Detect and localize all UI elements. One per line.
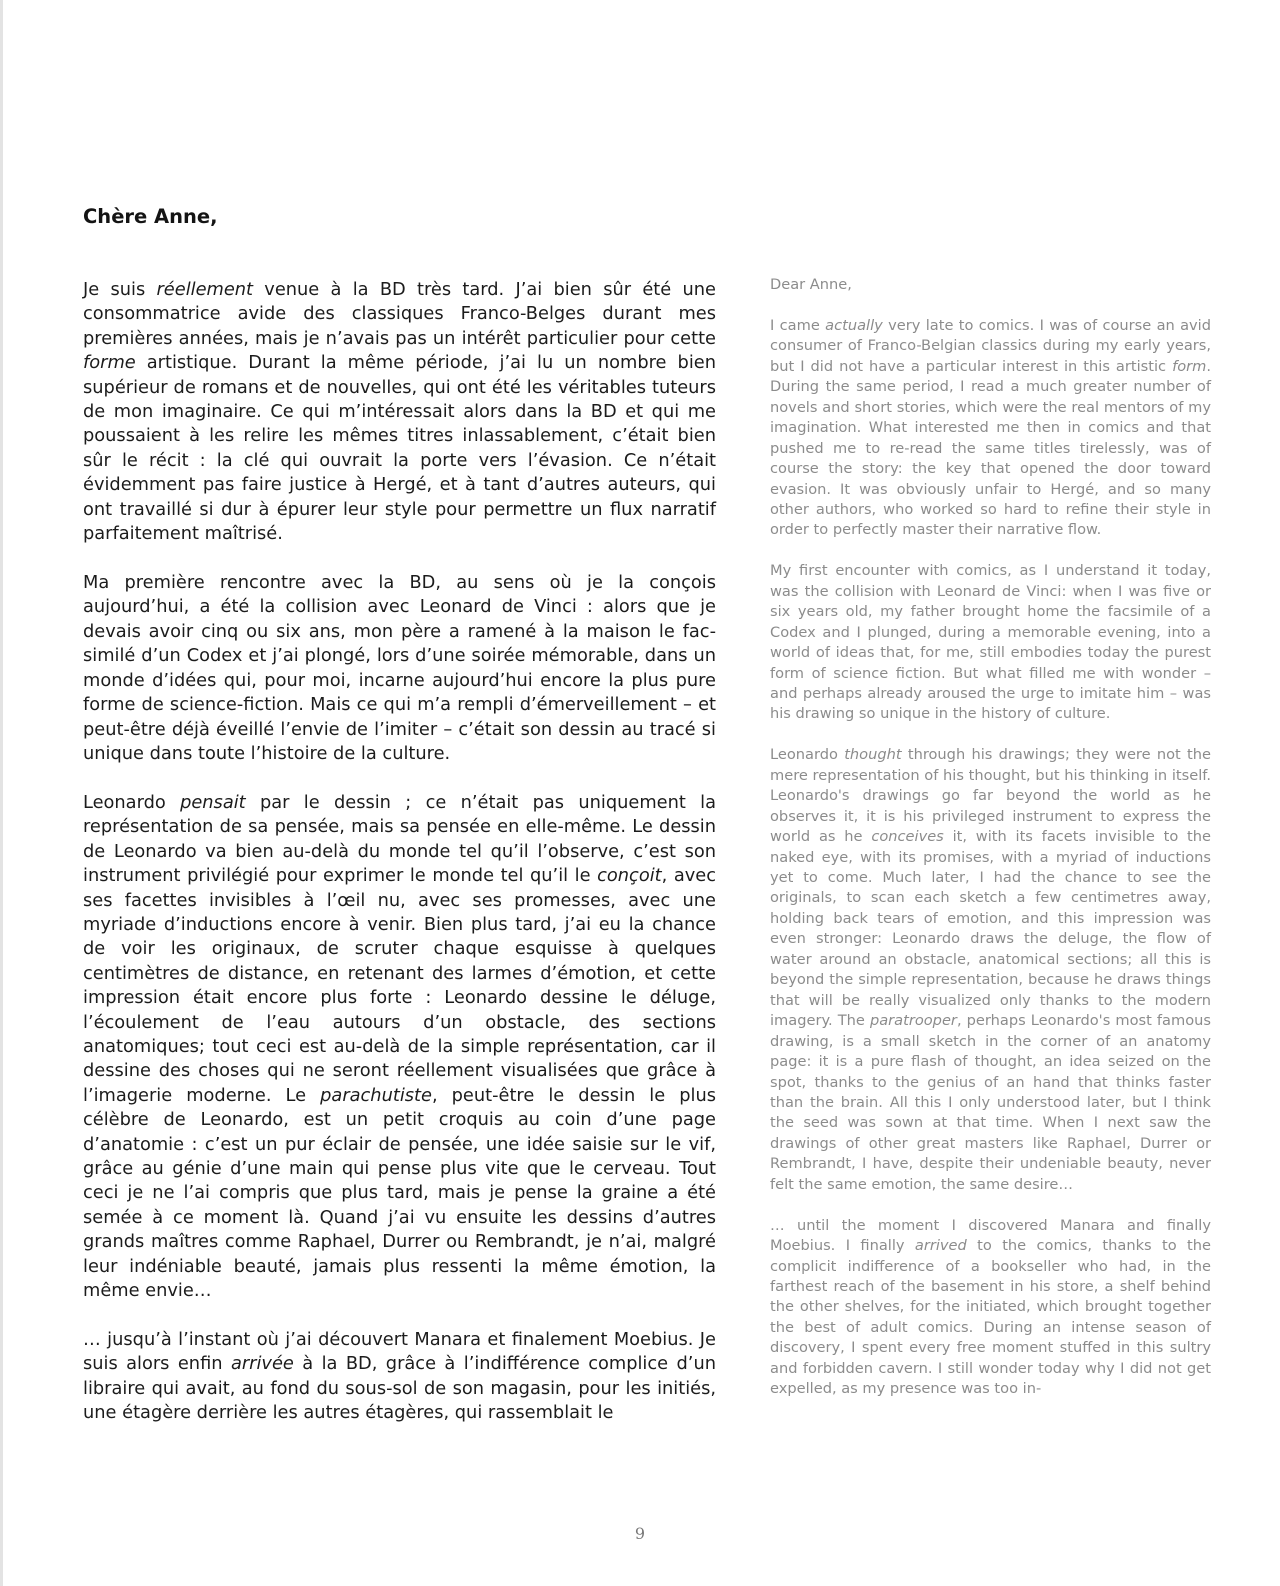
- english-paragraph-1: I came actually very late to comics. I was of course an avid consumer of Franco-Belgian classics during my early years, but I did not have a particular interest in this artistic form. During the same period, I read a much greater number of novels and short stories, which were the real mentors of my imagination. What interested me then in comics and that pushed me to re-read the same titles tirelessly, was of course the story: the key that opened the door toward evasion. It was obviously unfair to Hergé, and so many other authors, who worked so hard to refine their style in order to perfectly master their narrative flow.: [770, 316, 1211, 539]
- french-paragraph-3: Leonardo pensait par le dessin ; ce n’était pas uniquement la représentation de sa pensée, mais sa pensée en elle-même. Le dessin de Leonardo va bien au-delà du monde tel qu’il l’observe, c’est son instrument privilégié pour exprimer le monde tel qu’il le conçoit, avec ses facettes invisibles à l’œil nu, avec ses promesses, avec une myriade d’inductions encore à venir. Bien plus tard, j’ai eu la chance de voir les originaux, de scruter chaque esquisse à quelques centimètres de distance, en retenant des larmes d’émotion, et cette impression était encore plus forte : Leonardo dessine le déluge, l’écoulement de l’eau autours d’un obstacle, des sections anatomiques; tout ceci est au-delà de la simple représentation, car il dessine des choses qui ne seront réellement visualisées que grâce à l’imagerie moderne. Le parachutiste, peut-être le dessin le plus célèbre de Leonardo, est un petit croquis au coin d’une page d’anatomie : c’est un pur éclair de pensée, une idée saisie sur le vif, grâce au génie d’une main qui pense plus vite que le cerveau. Tout ceci je ne l’ai compris que plus tard, mais je pense la graine a été semée à ce moment là. Quand j’ai vu ensuite les dessins d’autres grands maîtres comme Raphael, Durrer ou Rembrandt, je n’ai, malgré leur indéniable beauté, jamais plus ressenti la même émotion, la même envie…: [83, 791, 716, 1302]
- french-text-column: [83, 278, 716, 1450]
- salutation-french: Chère Anne,: [83, 205, 218, 228]
- french-paragraph-1: Je suis réellement venue à la BD très tard. J’ai bien sûr été une consommatrice avide des classiques Franco-Belges durant mes premières années, mais je n’avais pas un intérêt particulier pour cette forme artistique. Durant la même période, j’ai lu un nombre bien supérieur de romans et de nouvelles, qui ont été les véritables tuteurs de mon imaginaire. Ce qui m’intéressait alors dans la BD et qui me poussaient à les relire les mêmes titres inlassablement, c’était bien sûr le récit : la clé qui ouvrait la porte vers l’évasion. Ce n’était évidemment pas faire justice à Hergé, et à tant d’autres auteurs, qui ont travaillé si dur à épurer leur style pour permettre un flux narratif parfaitement maîtrisé.: [83, 279, 716, 545]
- french-paragraph-2: Ma première rencontre avec la BD, au sens où je la conçois aujourd’hui, a été la collision avec Leonard de Vinci : alors que je devais avoir cinq ou six ans, mon père a ramené à la maison le fac-similé d’un Codex et j’ai plongé, lors d’une soirée mémorable, dans un monde d’idées qui, pour moi, incarne aujourd’hui encore la plus pure forme de science-fiction. Mais ce qui m’a rempli d’émerveillement – et peut-être déjà éveillé l’envie de l’imiter – c’était son dessin au tracé si unique dans toute l’histoire de la culture.: [83, 572, 716, 764]
- page-edge: [0, 0, 3, 1586]
- french-paragraph-4: … jusqu’à l’instant où j’ai découvert Manara et finalement Moebius. Je suis alors enfin arrivée à la BD, grâce à l’indifférence complice d’un libraire qui avait, au fond du sous-sol de son magasin, pour les initiés, une étagère derrière les autres étagères, qui rassemblait le: [83, 1329, 716, 1424]
- english-salutation: Dear Anne,: [770, 276, 852, 293]
- english-text-column: [770, 275, 1211, 1420]
- english-paragraph-2: My first encounter with comics, as I understand it today, was the collision with Leonard de Vinci: when I was five or six years old, my father brought home the facsimile of a Codex and I plunged, during a memorable evening, into a world of ideas that, for me, still embodies today the purest form of science fiction. But what filled me with wonder – and perhaps already aroused the urge to imitate him – was his drawing so unique in the history of culture.: [770, 562, 1211, 723]
- page-number: 9: [634, 1524, 646, 1543]
- english-paragraph-4: … until the moment I discovered Manara and finally Moebius. I finally arrived to the comics, thanks to the complicit indifference of a bookseller who had, in the farthest reach of the basement in his store, a shelf behind the other shelves, for the initiated, which brought together the best of adult comics. During an intense season of discovery, I spent every free moment stuffed in this sultry and forbidden cavern. I still wonder today why I did not get expelled, as my presence was too in-: [770, 1216, 1211, 1398]
- english-paragraph-3: Leonardo thought through his drawings; they were not the mere representation of his thought, but his thinking in itself. Leonardo's drawings go far beyond the world as he observes it, it is his privileged instrument to express the world as he conceives it, with its facets invisible to the naked eye, with its promises, with a myriad of inductions yet to come. Much later, I had the chance to see the originals, to scan each sketch a few centimetres away, holding back tears of emotion, and this impression was even stronger: Leonardo draws the deluge, the flow of water around an obstacle, anatomical sections; all this is beyond the simple representation, because he draws things that will be really visualized only thanks to the modern imagery. The paratrooper, perhaps Leonardo's most famous drawing, is a small sketch in the corner of an anatomy page: it is a pure flash of thought, an idea seized on the spot, thanks to the genius of an hand that thinks faster than the brain. All this I only understood later, but I think the seed was sown at that time. When I next saw the drawings of other great masters like Raphael, Durrer or Rembrandt, I have, despite their undeniable beauty, never felt the same emotion, the same desire…: [770, 746, 1211, 1193]
